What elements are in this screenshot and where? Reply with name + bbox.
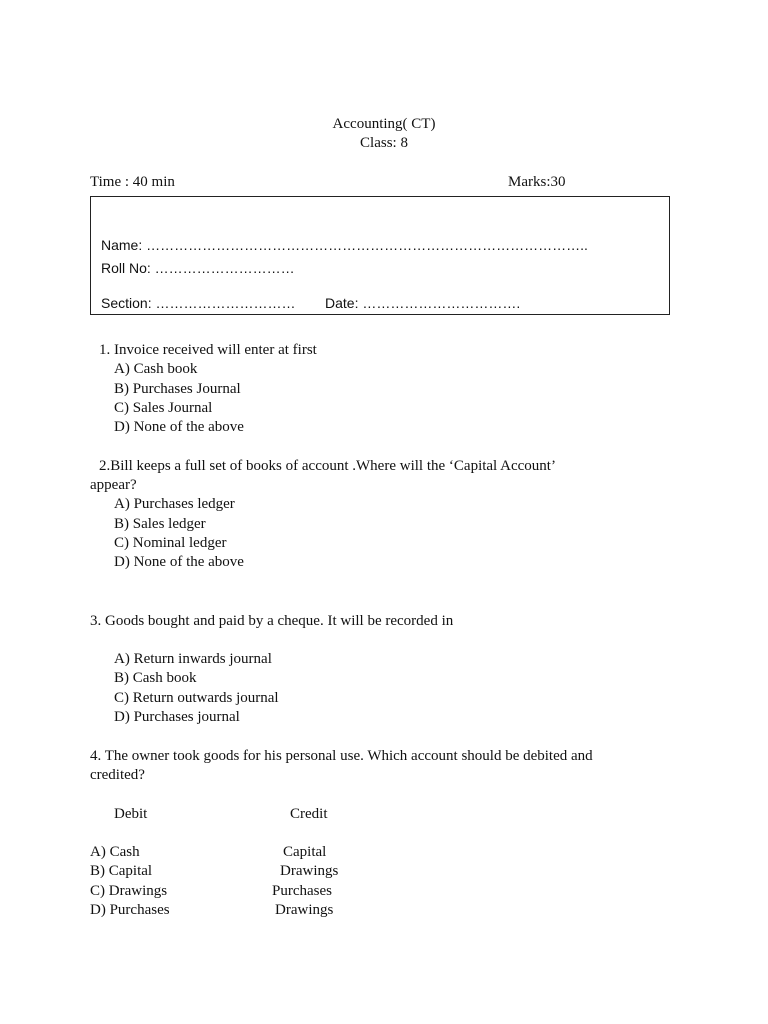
option-c: C) Nominal ledger [114,535,227,551]
question-text-cont: appear? [90,477,137,493]
option-a-debit: A) Cash [90,844,140,860]
option-d: D) None of the above [114,554,244,570]
option-d: D) Purchases journal [114,709,240,725]
option-d-debit: D) Purchases [90,902,170,918]
question-text: 1. Invoice received will enter at first [99,342,317,358]
option-d-credit: Drawings [275,902,334,918]
exam-marks: Marks:30 [508,174,566,190]
option-c-credit: Purchases [272,883,332,899]
option-c-debit: C) Drawings [90,883,168,899]
option-b: B) Cash book [114,670,197,686]
option-c: C) Sales Journal [114,400,213,416]
section-field[interactable]: Section: ………………………… [101,295,296,311]
option-d: D) None of the above [114,419,244,435]
option-a-credit: Capital [283,844,327,860]
credit-header: Credit [290,806,328,822]
question-text: 2.Bill keeps a full set of books of account .Where will the ‘Capital Account’ [99,458,556,474]
option-a: A) Purchases ledger [114,496,235,512]
option-b: B) Sales ledger [114,516,206,532]
option-c: C) Return outwards journal [114,690,279,706]
roll-no-field[interactable]: Roll No: ………………………… [101,260,295,276]
option-a: A) Cash book [114,361,198,377]
exam-class: Class: 8 [360,135,408,151]
option-b: B) Purchases Journal [114,381,241,397]
question-text: 4. The owner took goods for his personal use. Which account should be debited and [90,748,593,764]
exam-subject: Accounting( CT) [332,116,436,132]
debit-header: Debit [114,806,148,822]
name-field[interactable]: Name: ………………………………………………………………………………….. [101,237,588,253]
date-field[interactable]: Date: ……………………………. [325,295,521,311]
question-text: 3. Goods bought and paid by a cheque. It will be recorded in [90,613,454,629]
exam-time: Time : 40 min [90,174,175,190]
option-b-credit: Drawings [280,863,339,879]
student-info-box [90,196,670,315]
question-text-cont: credited? [90,767,145,783]
option-a: A) Return inwards journal [114,651,272,667]
option-b-debit: B) Capital [90,863,153,879]
